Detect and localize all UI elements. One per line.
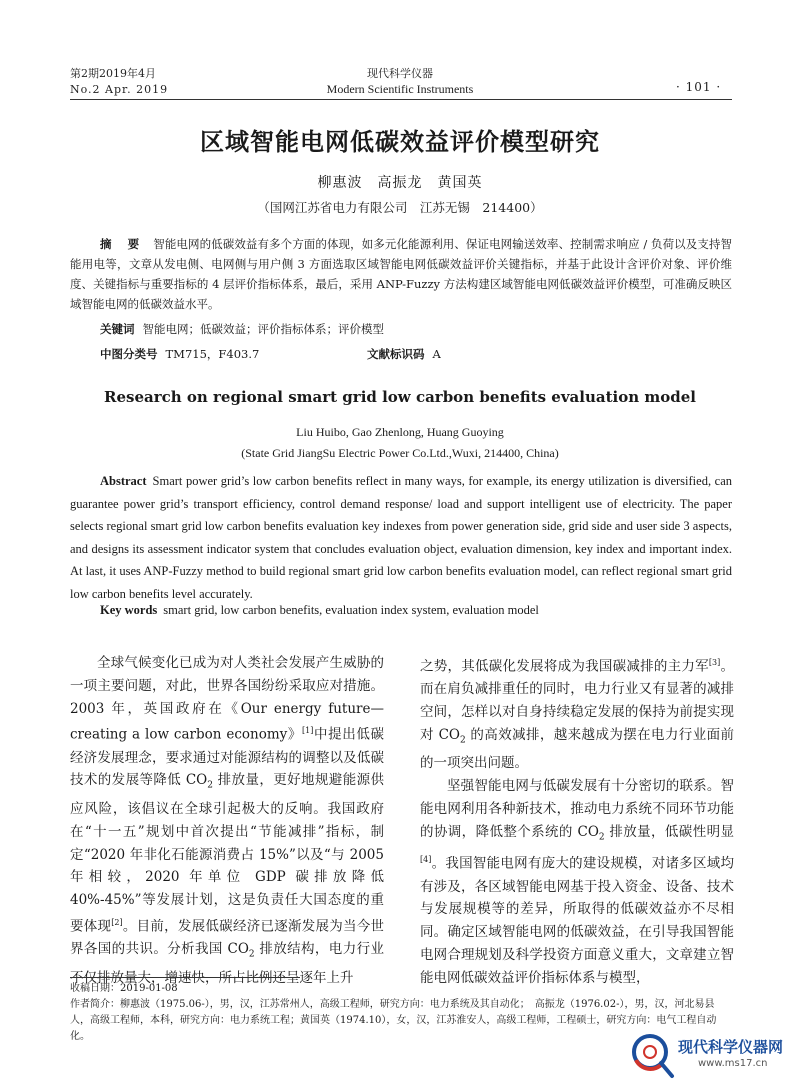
abstract-en-text: Smart power grid’s low carbon benefits reflect in many ways, for example, its energy utilization is diversified, can guarantee power grid’s transport efficiency, control demand response/ load and support intelligent use of electricity. The paper selects regional smart grid low carbon benefits evaluation key indexes from power generation side, grid side and user side 3 aspects, and designs its assessment indicator system that concludes evaluation object, evaluation dimension, key index and important index. At last, it uses ANP-Fuzzy method to build regional smart grid low carbon benefits evaluation model, can reflect regional smart grid low carbon benefits level accurately.: [70, 474, 732, 601]
subscript: 2: [207, 781, 213, 792]
body-text: 。目前，发展低碳经济已逐渐发展为当今世界各国的共识。分析我国 CO: [70, 918, 385, 958]
watermark-url: www.ms17.cn: [698, 1058, 768, 1069]
journal-name-en: Modern Scientific Instruments: [326, 82, 474, 96]
body-paragraph: [420, 775, 734, 989]
journal-name-zh: 现代科学仪器: [367, 67, 433, 80]
doc-code-text: A: [432, 347, 441, 361]
keywords-zh-text: 智能电网；低碳效益；评价指标体系；评价模型: [142, 322, 384, 336]
page-number: · 101 ·: [676, 80, 722, 94]
citation: [2]: [111, 917, 123, 927]
body-text: 排放量，低碳性明显: [604, 823, 734, 840]
body-text: 的高效减排，越来越成为摆在电力行业面前的一项突出问题。: [420, 726, 734, 772]
authors-en: Liu Huibo, Gao Zhenlong, Huang Guoying: [296, 425, 504, 439]
keywords-zh: [100, 321, 384, 337]
issue-zh: 第2期2019年4月: [70, 67, 156, 80]
authors: 柳惠波 高振龙 黄国英: [317, 175, 483, 191]
affiliation-en: (State Grid JiangSu Electric Power Co.Ltd.,Wuxi, 214400, China): [241, 446, 559, 460]
body-text: 排放结构，电力行业不仅排放量大，增速快，所占比例还呈逐年上升: [70, 941, 384, 986]
citation: [1]: [302, 726, 314, 736]
instrument-logo-icon: [628, 1030, 676, 1080]
classification-label: 中图分类号: [100, 347, 158, 361]
keywords-en-label: Key words: [100, 603, 158, 617]
abstract-en-label: Abstract: [100, 474, 147, 488]
classification-text: TM715，F403.7: [165, 347, 260, 361]
keywords-en: [100, 603, 539, 618]
watermark-logo: [628, 1030, 793, 1082]
subscript: 2: [248, 949, 255, 960]
body-text: 全球气候变化已成为对人类社会发展产生威胁的一项主要问题，对此，世界各国纷纷采取应对措施。2003 年，英国政府在《Our energy future—creating a low carbon economy》: [70, 655, 384, 743]
footnote-received: 收稿日期：2019-01-08: [70, 983, 178, 994]
classification: [100, 346, 259, 362]
watermark-name: 现代科学仪器网: [678, 1038, 784, 1056]
header-rule: [70, 99, 732, 100]
body-text: 坚强智能电网与低碳发展有十分密切的联系。智能电网利用各种新技术，推动电力系统不同环节功能的协调，降低整个系统的 CO: [420, 778, 734, 840]
issue-en: No.2 Apr. 2019: [70, 83, 169, 96]
paper-title-en: Research on regional smart grid low carbon benefits evaluation model: [104, 388, 696, 406]
citation: [4]: [420, 855, 432, 865]
body-text: 之势，其低碳化发展将成为我国碳减排的主力军: [420, 658, 709, 675]
citation: [3]: [708, 658, 721, 667]
body-text: 中提出低碳经济发展理念，要求通过对能源结构的调整以及低碳技术的发展等降低 CO: [70, 726, 385, 789]
abstract-zh-label: 摘 要: [100, 237, 146, 251]
body-paragraph: [420, 652, 734, 775]
footnote-bio: 作者简介：柳惠波（1975.06-），男，汉，江苏常州人，高级工程师，研究方向：电力系统及其自动化； 高振龙（1976.02-），男，汉，河北易县人，高级工程师，本科，研究方向：电力系统工程；黄国英（1974.10），女，汉，江苏淮安人，高级工程师，工程硕士，研究方向：电气工程自动化。: [70, 999, 717, 1042]
body-text: 。我国智能电网有庞大的建设规模，对诸多区域均有涉及，各区域智能电网基于投入资金、设备、技术与发展规模等的差异，所取得的低碳效益亦不尽相同。确定区域智能电网的低碳效益，在引导我国智能电网合理规划及科学投资方面意义重大，文章建立智能电网低碳效益评价指标体系与模型，: [420, 855, 734, 986]
footnote-rule: [70, 977, 300, 978]
paper-title: 区域智能电网低碳效益评价模型研究: [200, 127, 600, 156]
body-left-column: [70, 652, 384, 990]
abstract-zh-text: 智能电网的低碳效益有多个方面的体现，如多元化能源利用、保证电网输送效率、控制需求响应 / 负荷以及支持智能用电等，文章从发电侧、电网侧与用户侧 3 方面选取区域智能电网低碳效益评价关键指标，并基于此设计含评价对象、评价维度、关键指标与重要指标的 4 层评价指标体系，最后，采用 ANP-Fuzzy 方法构建区域智能电网低碳效益评价模型，可准确反映区域智能电网的低碳效益水平。: [70, 237, 732, 311]
keywords-zh-label: 关键词: [100, 322, 135, 336]
doc-code: [367, 346, 441, 362]
body-right-column: [420, 652, 734, 990]
keywords-en-text: smart grid, low carbon benefits, evaluation index system, evaluation model: [163, 603, 539, 617]
body-text: 。而在肩负减排重任的同时，电力行业又有显著的减排空间，怎样以对自身持续稳定发展的保持为前提实现对 CO: [420, 658, 735, 743]
subscript: 2: [598, 832, 605, 843]
abstract-zh: [70, 234, 732, 314]
doc-code-label: 文献标识码: [367, 347, 425, 361]
body-text: 排放量，更好地规避能源供应风险，该倡议在全球引起极大的反响。我国政府在“十一五”规划中首次提出“节能减排”指标，制定“2020 年非化石能源消费占 15%”以及“与 2005 年相较，2020 年单位 GDP 碳排放降低 40%-45%”等发展计划，这是负责任大国态度的重要体现: [70, 772, 384, 935]
abstract-en: [70, 470, 732, 606]
body-paragraph: [70, 652, 384, 990]
affiliation: （国网江苏省电力有限公司 江苏无锡 214400）: [257, 200, 543, 215]
subscript: 2: [459, 735, 466, 746]
